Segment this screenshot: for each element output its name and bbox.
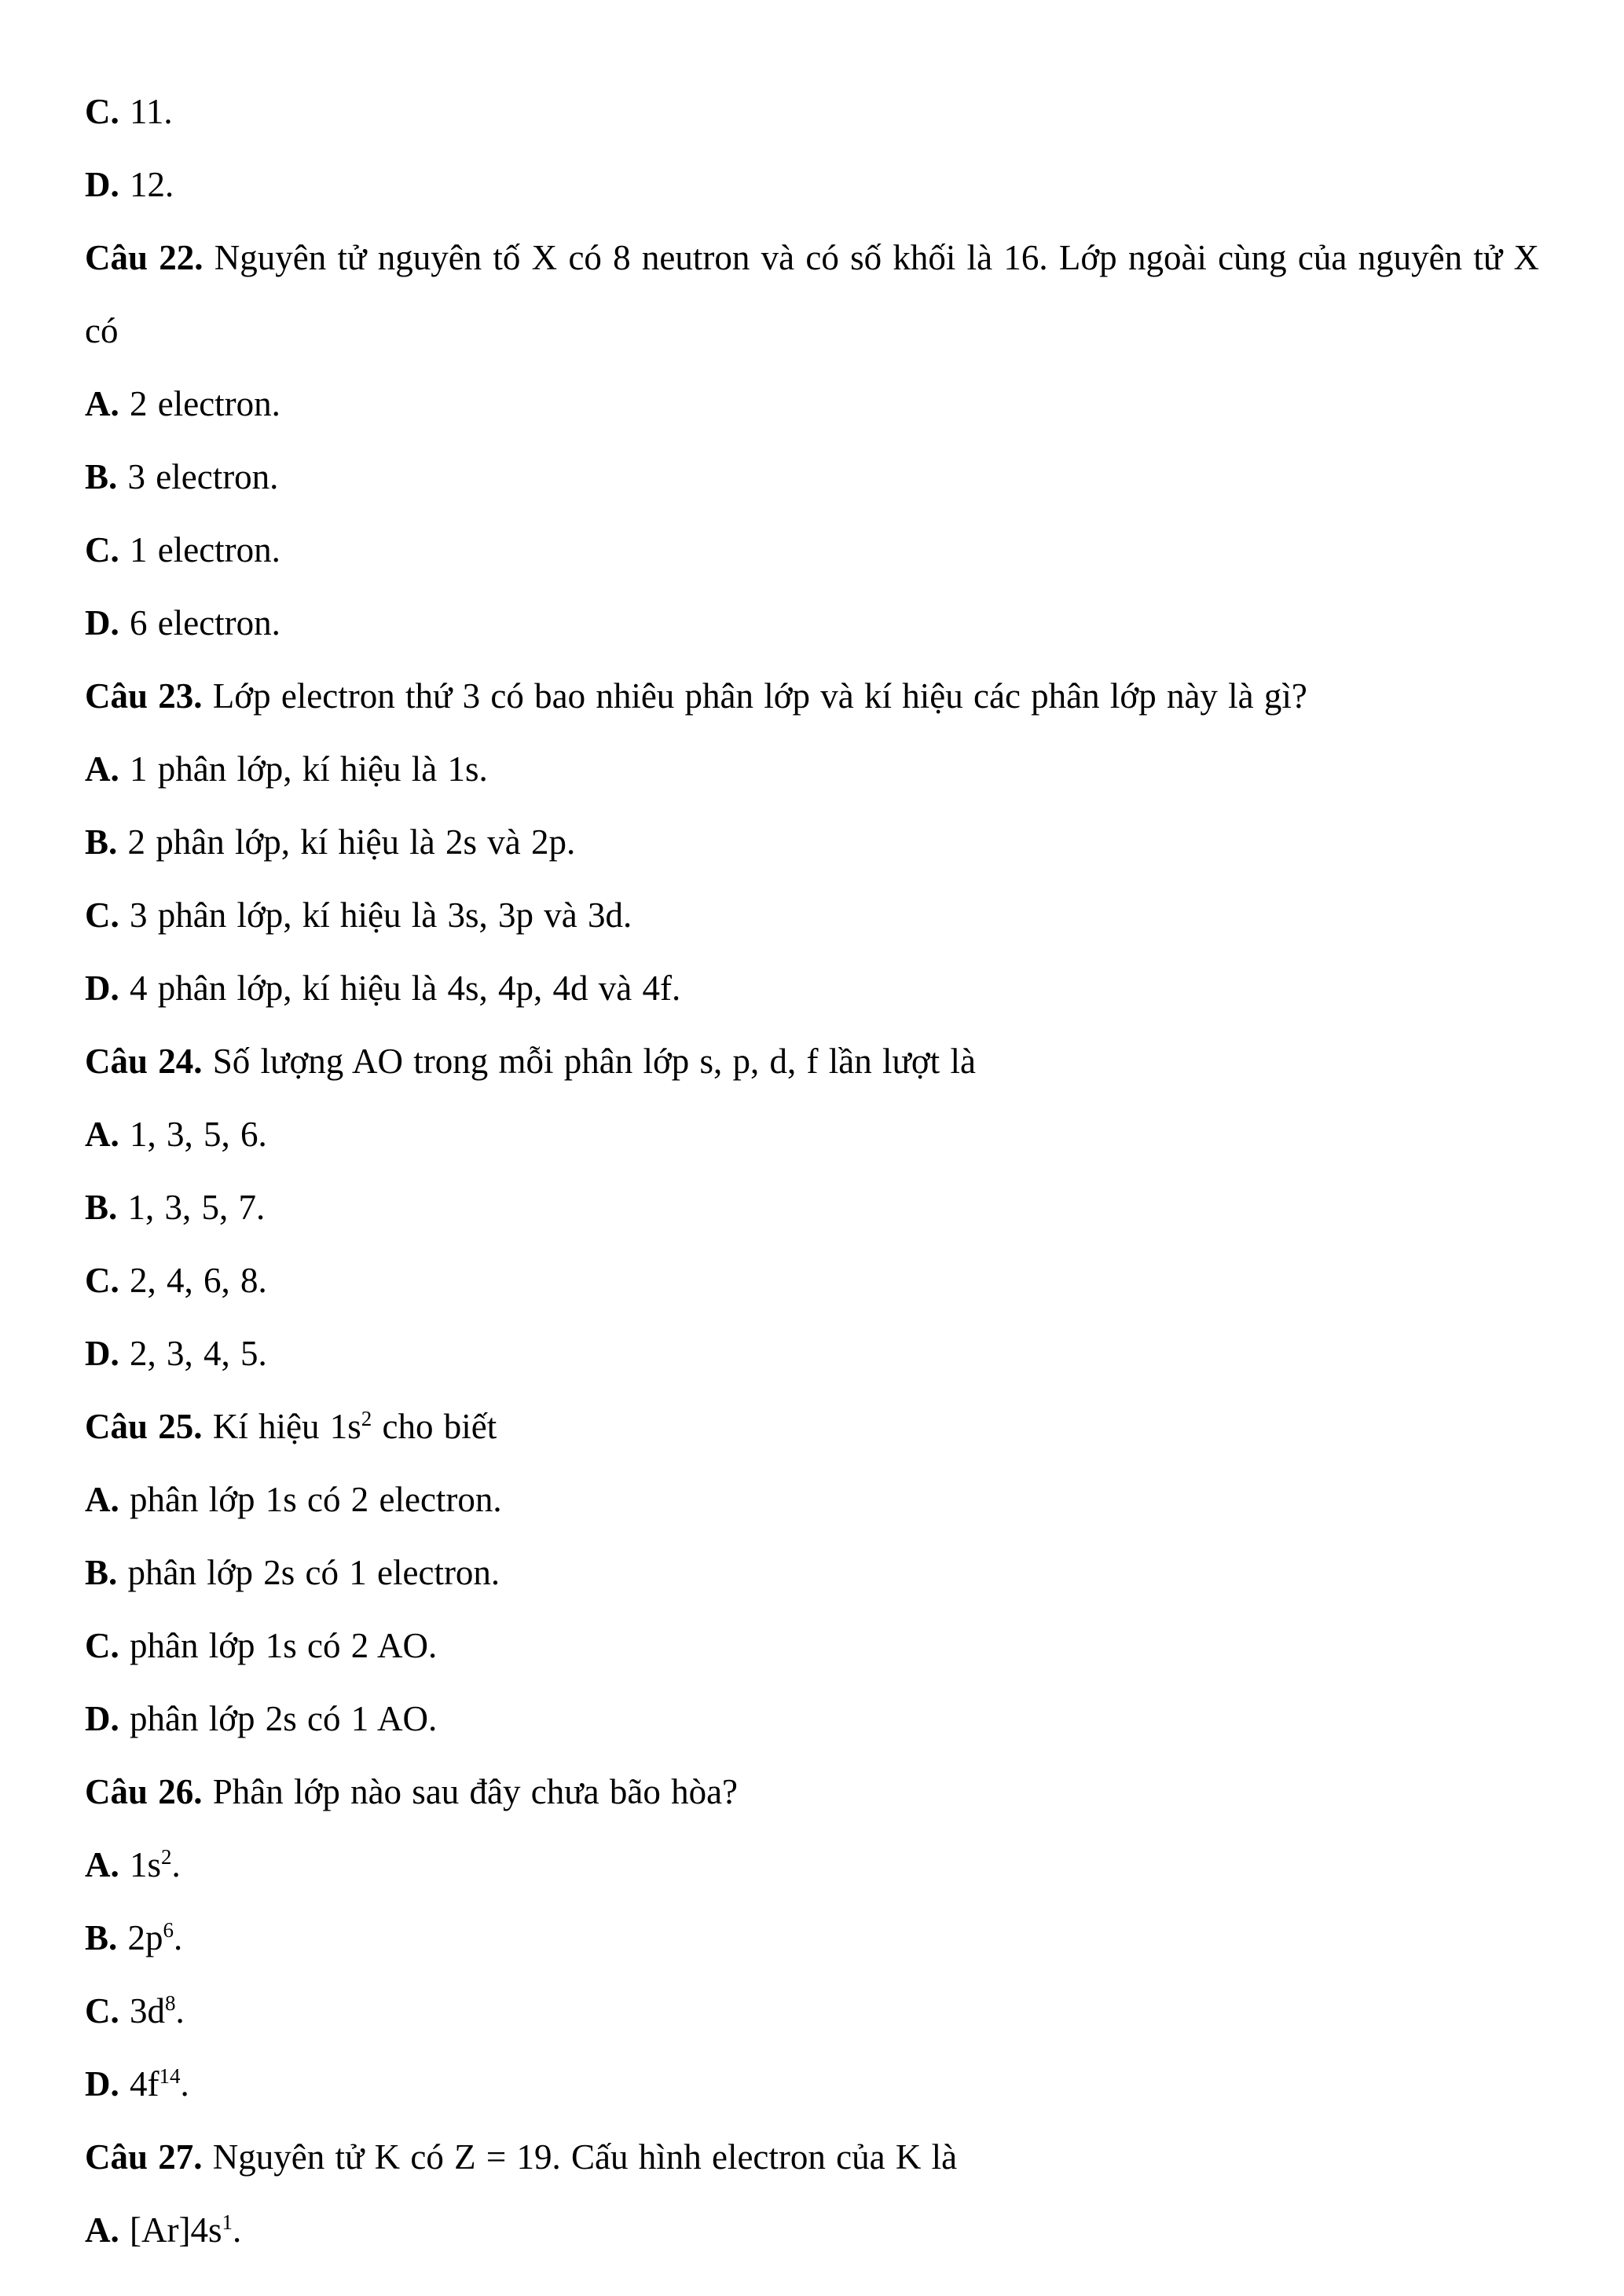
text-segment: 2, 3, 4, 5.	[119, 1334, 267, 1373]
text-segment: phân lớp 2s có 1 electron.	[117, 1553, 500, 1592]
text-segment: .	[171, 1845, 181, 1884]
bold-label: D.	[85, 2064, 119, 2104]
option-line	[85, 1244, 1539, 1317]
option-line	[85, 1098, 1539, 1171]
bold-label: D.	[85, 969, 119, 1008]
question-line	[85, 2121, 1539, 2194]
bold-label: C.	[85, 895, 119, 935]
text-segment: Phân lớp nào sau đây chưa bão hòa?	[202, 1772, 739, 1811]
superscript: 14	[159, 2064, 181, 2088]
text-segment: 3d	[119, 1991, 165, 2031]
bold-label: B.	[85, 457, 118, 496]
text-segment: Kí hiệu 1s	[202, 1407, 361, 1446]
option-line	[85, 733, 1539, 806]
text-segment: 4f	[119, 2064, 159, 2104]
bold-label: A.	[85, 1845, 119, 1884]
text-segment: 3 phân lớp, kí hiệu là 3s, 3p và 3d.	[119, 895, 632, 935]
bold-label: B.	[85, 1188, 118, 1227]
superscript: 2	[361, 1407, 372, 1430]
text-segment: 11.	[119, 92, 173, 131]
option-line	[85, 587, 1539, 660]
text-segment: phân lớp 1s có 2 AO.	[119, 1626, 438, 1665]
bold-label: Câu 26.	[85, 1772, 203, 1811]
question-line	[85, 1025, 1539, 1098]
option-line	[85, 1171, 1539, 1244]
option-line	[85, 2048, 1539, 2121]
text-segment: phân lớp 1s có 2 electron.	[119, 1480, 502, 1519]
text-segment: 12.	[119, 165, 174, 204]
text-segment: 1, 3, 5, 7.	[117, 1188, 266, 1227]
option-line	[85, 806, 1539, 879]
text-segment: 1 electron.	[119, 530, 280, 569]
bold-label: Câu 27.	[85, 2137, 203, 2177]
bold-label: A.	[85, 384, 119, 423]
text-segment: 2, 4, 6, 8.	[119, 1261, 267, 1300]
text-segment: phân lớp 2s có 1 AO.	[119, 1699, 438, 1738]
option-line	[85, 75, 1539, 148]
text-segment: .	[180, 2064, 189, 2104]
bold-label: Câu 22.	[85, 238, 203, 277]
option-line	[85, 1536, 1539, 1609]
superscript: 6	[163, 1918, 174, 1942]
text-segment: 4 phân lớp, kí hiệu là 4s, 4p, 4d và 4f.	[119, 969, 681, 1008]
option-line	[85, 1317, 1539, 1390]
text-segment: 1 phân lớp, kí hiệu là 1s.	[119, 749, 488, 789]
bold-label: A.	[85, 2210, 119, 2250]
text-segment: 1s	[119, 1845, 162, 1884]
option-line	[85, 1829, 1539, 1902]
option-line	[85, 368, 1539, 441]
option-line	[85, 952, 1539, 1025]
bold-label: C.	[85, 1261, 119, 1300]
bold-label: A.	[85, 749, 119, 789]
text-segment: 2 electron.	[119, 384, 280, 423]
option-line	[85, 2194, 1539, 2267]
question-line	[85, 222, 1539, 368]
option-line	[85, 1609, 1539, 1683]
bold-label: D.	[85, 1699, 119, 1738]
bold-label: C.	[85, 92, 119, 131]
text-segment: 2p	[117, 1918, 163, 1957]
bold-label: C.	[85, 530, 119, 569]
bold-label: D.	[85, 1334, 119, 1373]
text-segment: Số lượng AO trong mỗi phân lớp s, p, d, f lần lượt là	[202, 1042, 976, 1081]
bold-label: A.	[85, 1480, 119, 1519]
text-segment: .	[232, 2210, 242, 2250]
text-segment: 6 electron.	[119, 603, 280, 643]
question-line	[85, 1756, 1539, 1829]
bold-label: B.	[85, 1918, 118, 1957]
text-segment: cho biết	[372, 1407, 497, 1446]
bold-label: B.	[85, 1553, 118, 1592]
bold-label: Câu 23.	[85, 676, 203, 716]
bold-label: D.	[85, 165, 119, 204]
text-segment: Nguyên tử nguyên tố X có 8 neutron và có số khối là 16. Lớp ngoài cùng của nguyên tử X có	[85, 238, 1540, 350]
text-segment: 3 electron.	[117, 457, 279, 496]
option-line	[85, 1975, 1539, 2048]
bold-label: A.	[85, 1115, 119, 1154]
question-line	[85, 660, 1539, 733]
option-line	[85, 441, 1539, 514]
bold-label: C.	[85, 1991, 119, 2031]
bold-label: C.	[85, 1626, 119, 1665]
option-line	[85, 1463, 1539, 1536]
option-line	[85, 1902, 1539, 1975]
text-segment: Lớp electron thứ 3 có bao nhiêu phân lớp và kí hiệu các phân lớp này là gì?	[202, 676, 1307, 716]
bold-label: Câu 24.	[85, 1042, 203, 1081]
text-segment: 2 phân lớp, kí hiệu là 2s và 2p.	[117, 822, 576, 862]
text-segment: [Ar]4s	[119, 2210, 222, 2250]
text-segment: .	[174, 1918, 183, 1957]
superscript: 1	[222, 2210, 233, 2234]
bold-label: Câu 25.	[85, 1407, 203, 1446]
option-line	[85, 148, 1539, 222]
option-line	[85, 514, 1539, 587]
text-segment: 1, 3, 5, 6.	[119, 1115, 267, 1154]
text-segment: .	[175, 1991, 185, 2031]
superscript: 8	[165, 1991, 176, 2015]
text-segment: Nguyên tử K có Z = 19. Cấu hình electron của K là	[202, 2137, 958, 2177]
question-line	[85, 1390, 1539, 1463]
option-line	[85, 879, 1539, 952]
option-line	[85, 1683, 1539, 1756]
bold-label: D.	[85, 603, 119, 643]
bold-label: B.	[85, 822, 118, 862]
superscript: 2	[161, 1845, 172, 1869]
